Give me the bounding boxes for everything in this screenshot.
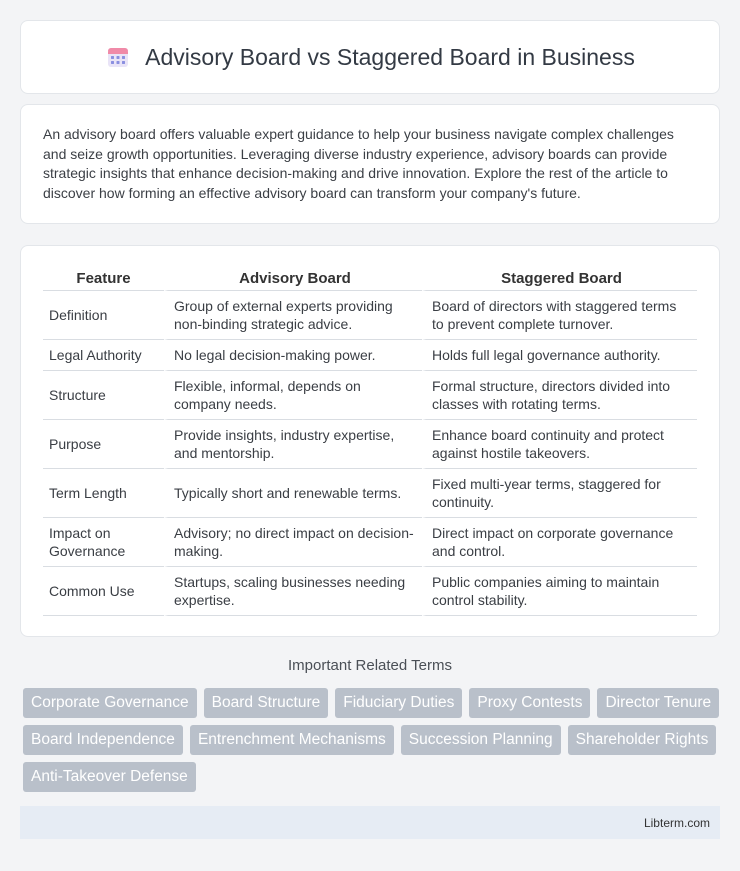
calendar-icon [105, 44, 131, 70]
table-row [43, 291, 697, 340]
tag-entrenchment-mechanisms[interactable]: Entrenchment Mechanisms [190, 725, 394, 755]
cell-feature: Impact on Governance [43, 518, 164, 567]
cell-staggered: Direct impact on corporate governance and control. [422, 518, 697, 567]
tag-board-structure[interactable]: Board Structure [204, 688, 329, 718]
tag-succession-planning[interactable]: Succession Planning [401, 725, 561, 755]
related-terms-section [20, 657, 720, 792]
page-title: Advisory Board vs Staggered Board in Business [145, 43, 635, 70]
header-feature: Feature [43, 268, 164, 291]
table-row [43, 469, 697, 518]
comparison-table [43, 268, 697, 616]
header-advisory-board: Advisory Board [164, 268, 422, 291]
cell-advisory: Provide insights, industry expertise, and mentorship. [164, 420, 422, 469]
footer [20, 806, 720, 839]
tag-corporate-governance[interactable]: Corporate Governance [23, 688, 197, 718]
cell-feature: Definition [43, 291, 164, 340]
cell-staggered: Enhance board continuity and protect against hostile takeovers. [422, 420, 697, 469]
cell-staggered: Board of directors with staggered terms to prevent complete turnover. [422, 291, 697, 340]
footer-site-link[interactable]: Libterm.com [643, 815, 710, 830]
table-header-row [43, 268, 697, 291]
header-staggered-board: Staggered Board [422, 268, 697, 291]
table-row [43, 420, 697, 469]
cell-feature: Term Length [43, 469, 164, 518]
title-card [20, 20, 720, 94]
cell-advisory: No legal decision-making power. [164, 340, 422, 371]
table-row [43, 567, 697, 616]
cell-staggered: Public companies aiming to maintain control stability. [422, 567, 697, 616]
cell-advisory: Group of external experts providing non-binding strategic advice. [164, 291, 422, 340]
intro-card [20, 104, 720, 224]
cell-feature: Purpose [43, 420, 164, 469]
intro-text: An advisory board offers valuable expert guidance to help your business navigate complex challenges and seize growth opportunities. Leveraging diverse industry experience, advisory boards can provide strategic insights that enhance decision-making and drive innovation. Explore the rest of the article to discover how forming an effective advisory board can transform your company's future. [43, 126, 674, 201]
tag-shareholder-rights[interactable]: Shareholder Rights [568, 725, 717, 755]
table-row [43, 371, 697, 420]
tag-director-tenure[interactable]: Director Tenure [597, 688, 719, 718]
cell-staggered: Fixed multi-year terms, staggered for continuity. [422, 469, 697, 518]
cell-advisory: Flexible, informal, depends on company needs. [164, 371, 422, 420]
related-terms-title: Important Related Terms [288, 657, 452, 674]
tag-anti-takeover-defense[interactable]: Anti-Takeover Defense [23, 762, 196, 792]
cell-advisory: Startups, scaling businesses needing expertise. [164, 567, 422, 616]
tag-fiduciary-duties[interactable]: Fiduciary Duties [335, 688, 462, 718]
cell-feature: Legal Authority [43, 340, 164, 371]
cell-staggered: Formal structure, directors divided into classes with rotating terms. [422, 371, 697, 420]
cell-feature: Structure [43, 371, 164, 420]
cell-advisory: Typically short and renewable terms. [164, 469, 422, 518]
tag-proxy-contests[interactable]: Proxy Contests [469, 688, 590, 718]
table-row [43, 340, 697, 371]
related-terms-tags [20, 688, 720, 792]
cell-staggered: Holds full legal governance authority. [422, 340, 697, 371]
tag-board-independence[interactable]: Board Independence [23, 725, 183, 755]
table-row [43, 518, 697, 567]
comparison-table-card [20, 245, 720, 637]
cell-advisory: Advisory; no direct impact on decision-making. [164, 518, 422, 567]
cell-feature: Common Use [43, 567, 164, 616]
